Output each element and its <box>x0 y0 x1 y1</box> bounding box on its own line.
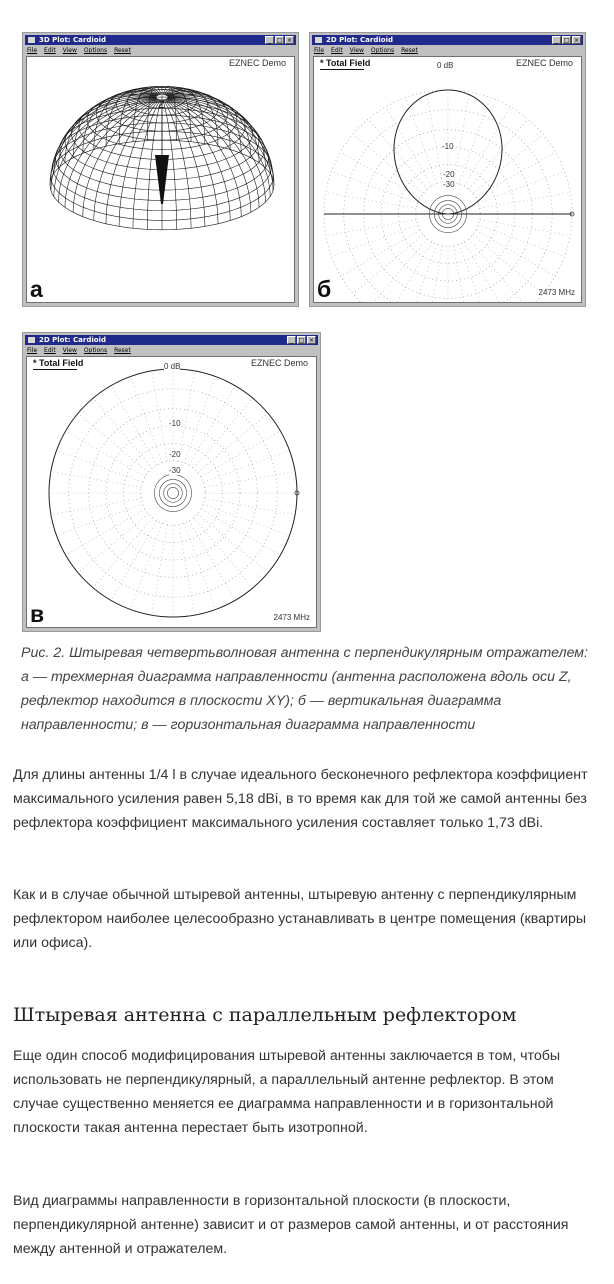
title-bar <box>312 35 583 45</box>
paragraph-pattern-dependence: Вид диаграммы направленности в горизонтальной плоскости (в плоскости, перпендикулярной антенне) зависит и от размеров самой антенны, и от расстояния между антенной и отражателем. <box>13 1193 569 1257</box>
window-controls <box>287 336 316 344</box>
minimize-button[interactable]: _ <box>552 36 561 44</box>
menu-edit[interactable]: Edit <box>44 47 56 54</box>
plot-area <box>26 56 295 303</box>
maximize-button[interactable]: □ <box>298 337 305 344</box>
ring-label-minus10: -10 <box>442 142 454 151</box>
grid-spoke <box>194 398 253 468</box>
maximize-button[interactable]: □ <box>276 37 283 44</box>
paragraph-parallel-reflector: Еще один способ модифицирования штыревой антенны заключается в том, чтобы использовать не перпендикулярный, а параллельный антенне рефлектор. В этом случае существенно меняется ее диаграмма направленности и в горизонтальной плоскости такая антенна перестает быть изотропной. <box>13 1048 561 1136</box>
menu-view[interactable]: View <box>62 347 77 354</box>
menu-bar <box>27 346 131 355</box>
ring-label-minus20: -20 <box>169 450 181 459</box>
grid-spoke <box>464 107 510 187</box>
grid-spoke <box>476 230 556 276</box>
grid-spoke <box>111 386 157 466</box>
grid-spoke <box>201 509 281 555</box>
menu-bar <box>314 46 418 55</box>
grid-spoke <box>203 504 289 535</box>
grid-spoke <box>201 431 281 477</box>
window-title: 2D Plot: Cardioid <box>39 336 106 344</box>
brand-label: EZNEC Demo <box>515 58 573 68</box>
grid-spoke <box>473 134 543 193</box>
grid-spoke <box>189 386 235 466</box>
grid-spoke <box>473 235 543 294</box>
ring-label-minus20: -20 <box>443 170 455 179</box>
grid-spoke <box>326 220 416 236</box>
menu-edit[interactable]: Edit <box>331 47 343 54</box>
menu-file[interactable]: File <box>314 47 325 54</box>
grid-spoke <box>454 246 470 303</box>
menu-file[interactable]: File <box>27 47 38 54</box>
app-icon <box>28 337 35 343</box>
brand-label: EZNEC Demo <box>228 58 286 68</box>
panel-letter: а <box>30 276 43 302</box>
close-button[interactable]: × <box>308 337 315 344</box>
menu-view[interactable]: View <box>62 47 77 54</box>
window-3d-plot <box>22 32 299 307</box>
grid-spoke <box>152 371 168 461</box>
figure-caption: Рис. 2. Штыревая четвертьволновая антенна с перпендикулярным отражателем: а — трехмерная диаграмма направленности (антенна расположена вдоль оси Z, рефлектор находится в плоскости XY); б — вертикальная диаграмма направленности; в — горизонтальная диаграмма направленности <box>21 645 588 733</box>
menu-options[interactable]: Options <box>83 47 108 54</box>
grid-spoke <box>198 413 268 472</box>
frequency-label: 2473 MHz <box>273 613 310 622</box>
window-controls <box>552 36 581 44</box>
grid-spoke <box>111 521 157 601</box>
grid-spoke <box>427 92 443 182</box>
menu-reset[interactable]: Reset <box>401 47 418 54</box>
menu-file[interactable]: File <box>27 347 38 354</box>
window-2d-vertical <box>309 32 586 307</box>
grid-spoke <box>205 499 295 515</box>
window-title: 3D Plot: Cardioid <box>39 36 106 44</box>
minimize-button[interactable]: _ <box>287 336 296 344</box>
grid-spoke <box>66 509 146 555</box>
inner-ring <box>164 484 183 503</box>
grid-spoke <box>454 92 470 182</box>
dome-meridian-line <box>166 99 241 217</box>
grid-spoke <box>368 239 427 303</box>
pattern-trace <box>49 369 297 617</box>
grid-spoke <box>459 244 490 303</box>
close-button[interactable]: × <box>286 37 293 44</box>
brand-label: EZNEC Demo <box>250 358 308 368</box>
menu-options[interactable]: Options <box>370 47 395 54</box>
polar-plot-horizontal <box>27 357 317 628</box>
grid-spoke <box>480 220 570 236</box>
grid-spoke <box>78 514 148 573</box>
grid-spoke <box>386 242 432 303</box>
plot-area <box>26 356 317 628</box>
title-bar <box>25 35 296 45</box>
grid-spoke <box>179 525 195 615</box>
grid-spoke <box>152 525 168 615</box>
section-heading: Штыревая антенна с параллельным рефлектором <box>13 1004 517 1026</box>
total-field-label: * Total Field <box>33 358 84 368</box>
total-field-label: * Total Field <box>320 58 371 68</box>
grid-spoke <box>184 523 215 609</box>
ring-label-minus10: -10 <box>169 419 181 428</box>
app-icon <box>315 37 322 43</box>
grid-ring <box>344 110 552 303</box>
window-controls <box>265 36 294 44</box>
grid-spoke <box>406 98 437 184</box>
minimize-button[interactable]: _ <box>265 36 274 44</box>
frequency-label: 2473 MHz <box>538 288 575 297</box>
grid-spoke <box>179 371 195 461</box>
grid-spoke <box>57 504 143 535</box>
dome-wireframe <box>27 57 295 303</box>
grid-spoke <box>194 518 253 588</box>
grid-spoke <box>353 235 423 294</box>
panel-letter: в <box>30 601 45 627</box>
grid-spoke <box>326 193 416 209</box>
grid-ring <box>89 409 258 578</box>
grid-ring <box>106 426 240 560</box>
grid-spoke <box>459 98 490 184</box>
dome-meridian-line <box>83 99 158 217</box>
grid-spoke <box>198 514 268 573</box>
ring-label-minus30: -30 <box>169 466 181 475</box>
grid-spoke <box>131 377 162 463</box>
menu-bar <box>27 46 131 55</box>
inner-ring <box>154 474 191 511</box>
grid-spoke <box>51 472 141 488</box>
menu-options[interactable]: Options <box>83 347 108 354</box>
menu-reset[interactable]: Reset <box>114 47 131 54</box>
grid-spoke <box>51 499 141 515</box>
grid-spoke <box>184 377 215 463</box>
grid-spoke <box>478 225 564 256</box>
menu-view[interactable]: View <box>349 47 364 54</box>
grid-spoke <box>131 523 162 609</box>
grid-spoke <box>469 239 528 303</box>
field-underline <box>33 369 77 370</box>
maximize-button[interactable]: □ <box>563 37 570 44</box>
app-icon <box>28 37 35 43</box>
z-axis-label: Z <box>158 99 165 111</box>
title-bar <box>25 335 318 345</box>
plot-area <box>313 56 582 303</box>
menu-reset[interactable]: Reset <box>114 347 131 354</box>
ring-label-0db: 0 dB <box>164 362 181 371</box>
grid-spoke <box>93 518 152 588</box>
grid-spoke <box>427 246 443 303</box>
grid-spoke <box>480 193 570 209</box>
window-2d-horizontal <box>22 332 321 632</box>
grid-spoke <box>469 119 528 189</box>
grid-spoke <box>66 431 146 477</box>
ring-label-minus30: -30 <box>443 180 455 189</box>
menu-edit[interactable]: Edit <box>44 347 56 354</box>
panel-letter: б <box>317 276 332 302</box>
grid-spoke <box>464 242 510 303</box>
grid-spoke <box>478 172 564 203</box>
grid-spoke <box>203 451 289 482</box>
paragraph-gain: Для длины антенны 1/4 l в случае идеального бесконечного рефлектора коэффициент максимального усиления равен 5,18 dBi, в то время как для той же самой антенны без рефлектора коэффициент максимального усиления составляет только 1,73 dBi. <box>13 767 588 831</box>
inner-ring <box>167 487 178 498</box>
grid-spoke <box>406 244 437 303</box>
grid-ring <box>49 369 297 617</box>
grid-spoke <box>57 451 143 482</box>
field-underline <box>320 69 364 70</box>
grid-spoke <box>189 521 235 601</box>
grid-spoke <box>205 472 295 488</box>
paragraph-placement: Как и в случае обычной штыревой антенны, штыревую антенну с перпендикулярным рефлектором наиболее целесообразно устанавливать в центре помещения (квартиры или офиса). <box>13 887 587 951</box>
grid-spoke <box>341 230 421 276</box>
ring-label-0db: 0 dB <box>437 61 454 70</box>
grid-spoke <box>332 172 418 203</box>
close-button[interactable]: × <box>573 37 580 44</box>
grid-spoke <box>386 107 432 187</box>
window-title: 2D Plot: Cardioid <box>326 36 393 44</box>
grid-spoke <box>332 225 418 256</box>
